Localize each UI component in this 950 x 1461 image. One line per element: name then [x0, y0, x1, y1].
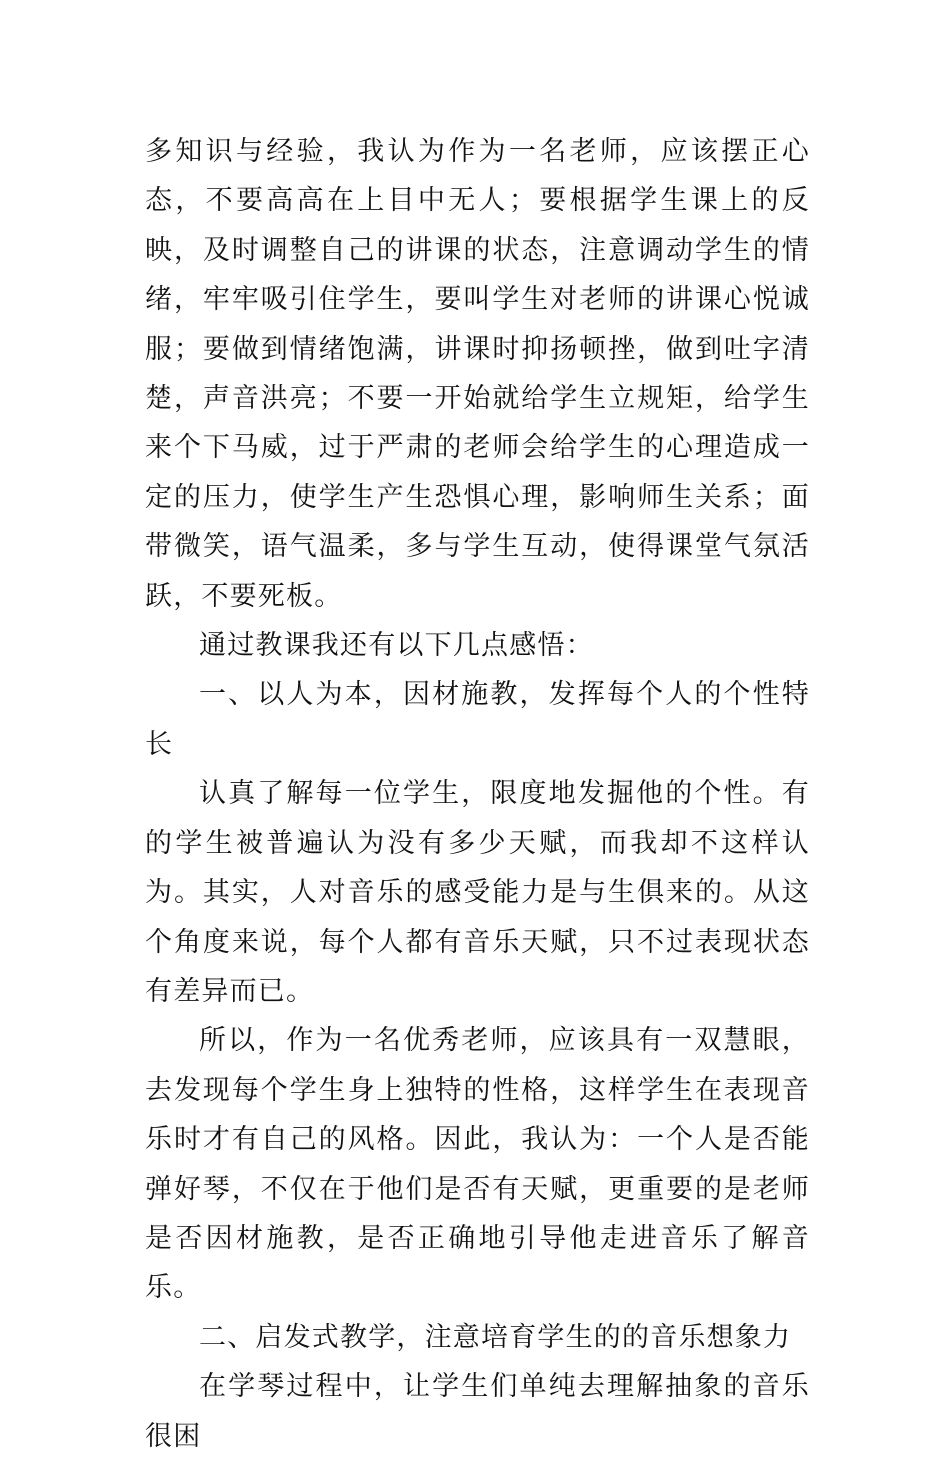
paragraph-intro-reflections: 通过教课我还有以下几点感悟：: [199, 630, 594, 662]
paragraph-understand-students: 认真了解每一位学生，限度地发掘他的个性。有的学生被普遍认为没有多少天赋，而我却不这样认为。其实，人对音乐的感受能力是与生俱来的。从这个角度来说，每个人都有音乐天赋，只不过表现状态有差异而已。: [145, 778, 810, 1007]
section-heading-1: 一、以人为本，因材施教，发挥每个人的个性特长: [145, 679, 810, 760]
paragraph-learning-piano: 在学琴过程中，让学生们单纯去理解抽象的音乐很困: [145, 1371, 810, 1452]
paragraph-continuation: 多知识与经验，我认为作为一名老师，应该摆正心态，不要高高在上目中无人；要根据学生课上的反映，及时调整自己的讲课的状态，注意调动学生的情绪，牢牢吸引住学生，要叫学生对老师的讲课心悦诚服；要做到情绪饱满，讲课时抑扬顿挫，做到吐字清楚，声音洪亮；不要一开始就给学生立规矩，给学生来个下马威，过于严肃的老师会给学生的心理造成一定的压力，使学生产生恐惧心理，影响师生关系；面带微笑，语气温柔，多与学生互动，使得课堂气氛活跃，不要死板。: [145, 136, 810, 612]
paragraph-teacher-insight: 所以，作为一名优秀老师，应该具有一双慧眼，去发现每个学生身上独特的性格，这样学生在表现音乐时才有自己的风格。因此，我认为：一个人是否能弹好琴，不仅在于他们是否有天赋，更重要的是老师是否因材施教，是否正确地引导他走进音乐了解音乐。: [145, 1025, 810, 1304]
document-page: [145, 127, 810, 1461]
section-heading-2: 二、启发式教学，注意培育学生的的音乐想象力: [199, 1321, 792, 1353]
